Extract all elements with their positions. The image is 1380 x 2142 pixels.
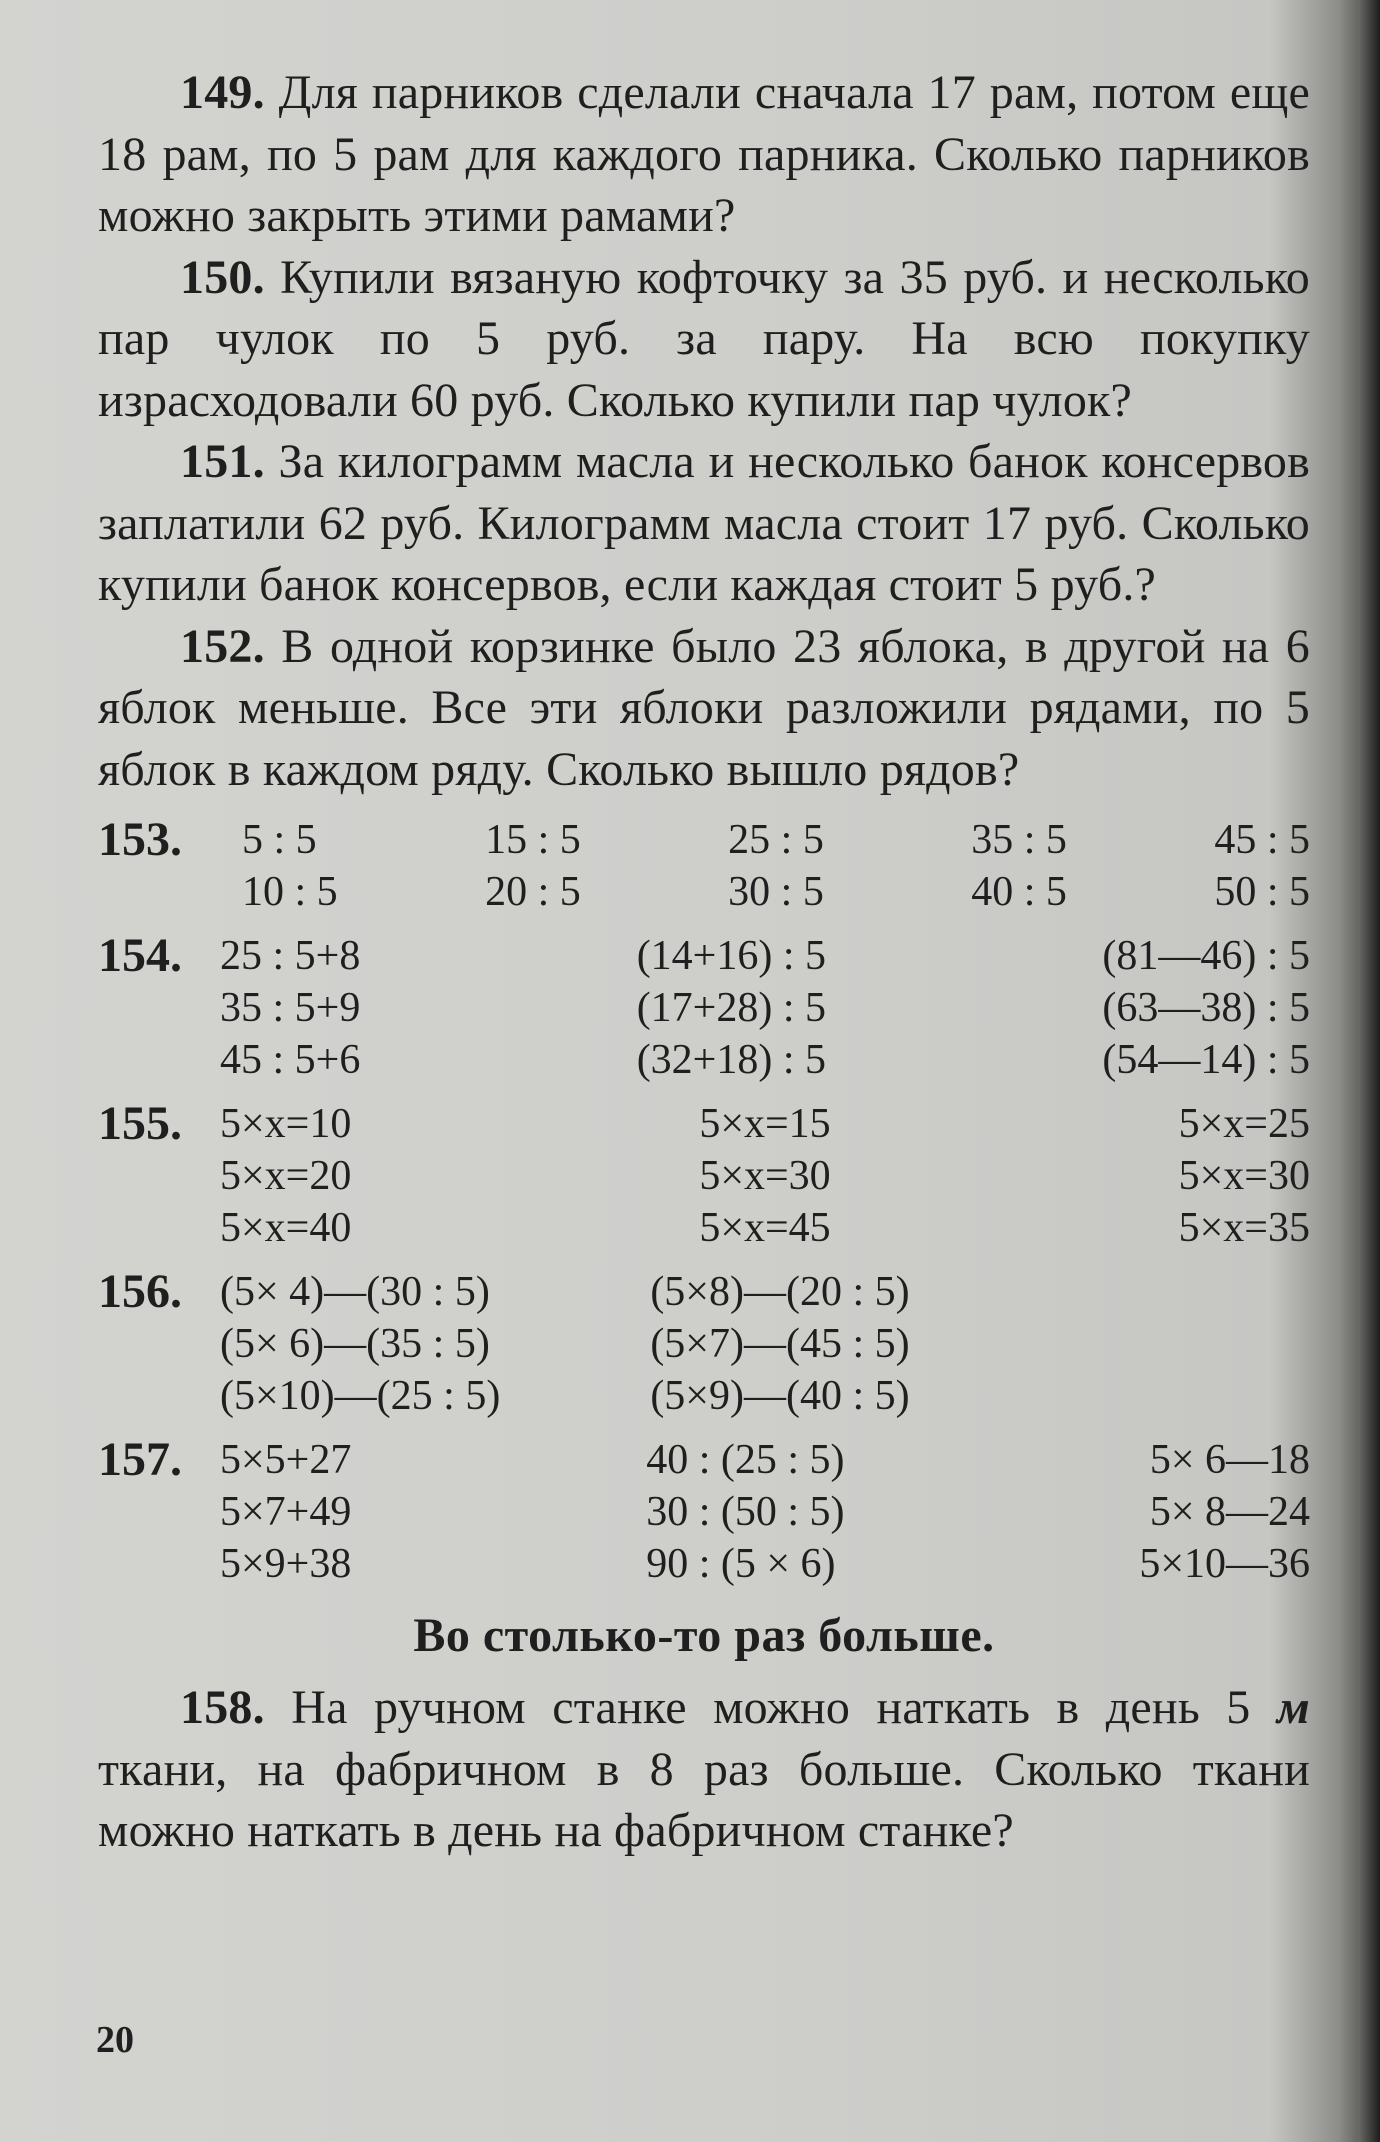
- problem-number: 152.: [180, 619, 265, 673]
- exercise-column: [242, 814, 338, 918]
- problem-151: [98, 431, 1310, 616]
- expression: 5×x=45: [699, 1205, 831, 1251]
- problem-text: За килограмм масла и несколько банок консервов заплатили 62 руб. Килограмм масла стоит 17 руб. Сколько купили банок консервов, если каждая стоит 5 руб.?: [98, 435, 1310, 611]
- expression: (5×10)—(25 : 5): [220, 1373, 501, 1419]
- exercise-column: [1102, 930, 1310, 1086]
- problem-text: В одной корзинке было 23 яблока, в другой на 6 яблок меньше. Все эти яблоки разложили рядами, по 5 яблок в каждом ряду. Сколько вышло рядов?: [98, 619, 1310, 796]
- expression: 5×x=25: [1178, 1101, 1310, 1147]
- exercise-columns: [220, 1266, 1310, 1422]
- expression: (14+16) : 5: [636, 933, 827, 979]
- expression: (5× 4)—(30 : 5): [220, 1269, 490, 1315]
- exercise-column: [1179, 1098, 1310, 1254]
- expression: 5×x=40: [220, 1205, 352, 1251]
- expression: 35 : 5+9: [220, 985, 361, 1031]
- expression: 45 : 5+6: [220, 1037, 361, 1083]
- problem-152: [98, 616, 1310, 801]
- exercise-column: [220, 1098, 351, 1254]
- expression: 5×x=10: [220, 1101, 352, 1147]
- expression: 35 : 5: [971, 817, 1067, 863]
- expression: 30 : 5: [728, 869, 824, 915]
- exercise-columns: [220, 930, 1310, 1086]
- unit-label: м: [1276, 1681, 1310, 1734]
- problem-text-continued: ткани, на фабричном в 8 раз больше. Сколько ткани можно наткать в день на фабричном станке?: [98, 1742, 1310, 1857]
- problem-149: [98, 62, 1310, 247]
- exercise-columns: [220, 814, 1310, 918]
- expression: (5×9)—(40 : 5): [650, 1373, 910, 1419]
- page-content: [98, 62, 1310, 1862]
- exercise-columns: [220, 1434, 1310, 1590]
- problem-number: 149.: [180, 66, 265, 119]
- expression: (54—14) : 5: [1102, 1037, 1310, 1083]
- expression: 5×x=30: [1178, 1153, 1310, 1199]
- expression: 5×10—36: [1139, 1541, 1310, 1587]
- exercise-number: 153.: [98, 813, 182, 866]
- exercise-column: [699, 1098, 830, 1254]
- exercise-column: [220, 1434, 351, 1590]
- exercise-155: [98, 1098, 1310, 1254]
- exercise-number: 155.: [98, 1097, 182, 1150]
- exercise-column: [485, 814, 581, 918]
- expression: 10 : 5: [242, 869, 338, 915]
- problem-150: [98, 247, 1310, 432]
- exercise-column: [220, 930, 360, 1086]
- expression: 5×x=35: [1178, 1205, 1310, 1251]
- exercise-number: 154.: [98, 929, 182, 982]
- expression: 40 : (25 : 5): [646, 1437, 845, 1483]
- exercise-153: [98, 814, 1310, 918]
- page-number: 20: [96, 2019, 134, 2061]
- book-spine-shadow: [1358, 0, 1380, 2142]
- exercise-column: [646, 1434, 844, 1590]
- expression: (5×7)—(45 : 5): [650, 1321, 910, 1367]
- section-heading: Во столько-то раз больше.: [413, 1609, 995, 1662]
- problem-number: 150.: [180, 250, 265, 304]
- expression: 40 : 5: [971, 869, 1067, 915]
- expression: (63—38) : 5: [1102, 985, 1310, 1031]
- expression: (17+28) : 5: [636, 985, 827, 1031]
- exercise-column: [637, 930, 826, 1086]
- expression: 50 : 5: [1214, 869, 1310, 915]
- expression: 5× 6—18: [1149, 1437, 1310, 1483]
- exercise-column: [1139, 1434, 1310, 1590]
- problem-number: 158.: [180, 1681, 265, 1734]
- expression: 90 : (5 × 6): [646, 1541, 836, 1587]
- expression: 5×9+38: [220, 1541, 352, 1587]
- expression: (81—46) : 5: [1102, 933, 1310, 979]
- exercise-columns: [220, 1098, 1310, 1254]
- expression: 5×x=15: [699, 1101, 831, 1147]
- problem-158: [98, 1677, 1310, 1862]
- exercise-column: [220, 1266, 500, 1422]
- expression: 25 : 5: [728, 817, 824, 863]
- expression: 5×5+27: [220, 1437, 352, 1483]
- expression: 5×x=20: [220, 1153, 352, 1199]
- expression: 20 : 5: [485, 869, 581, 915]
- expression: 25 : 5+8: [220, 933, 361, 979]
- expression: (5× 6)—(35 : 5): [220, 1321, 490, 1367]
- expression: 45 : 5: [1214, 817, 1310, 863]
- exercise-number: 157.: [98, 1433, 182, 1486]
- expression: 30 : (50 : 5): [646, 1489, 845, 1535]
- expression: (32+18) : 5: [636, 1037, 827, 1083]
- expression: 5×x=30: [699, 1153, 831, 1199]
- problem-text: Купили вязаную кофточку за 35 руб. и несколько пар чулок по 5 руб. за пару. На всю покупку израсходовали 60 руб. Сколько купили пар чулок?: [98, 250, 1310, 427]
- exercise-number: 156.: [98, 1265, 182, 1318]
- problem-text: Для парников сделали сначала 17 рам, потом еще 18 рам, по 5 рам для каждого парника. Сколько парников можно закрыть этими рамами?: [98, 66, 1310, 242]
- exercise-156: [98, 1266, 1310, 1422]
- exercise-column: [971, 814, 1067, 918]
- expression: 5 : 5: [242, 817, 317, 863]
- exercise-157: [98, 1434, 1310, 1590]
- expression: 5×7+49: [220, 1489, 352, 1535]
- exercise-column: [650, 1266, 909, 1422]
- problem-text: На ручном станке можно наткать в день 5: [264, 1681, 1277, 1734]
- exercise-column: [1214, 814, 1310, 918]
- expression: (5×8)—(20 : 5): [650, 1269, 910, 1315]
- expression: 15 : 5: [485, 817, 581, 863]
- problem-number: 151.: [180, 435, 265, 488]
- exercise-column: [728, 814, 824, 918]
- exercise-154: [98, 930, 1310, 1086]
- expression: 5× 8—24: [1149, 1489, 1310, 1535]
